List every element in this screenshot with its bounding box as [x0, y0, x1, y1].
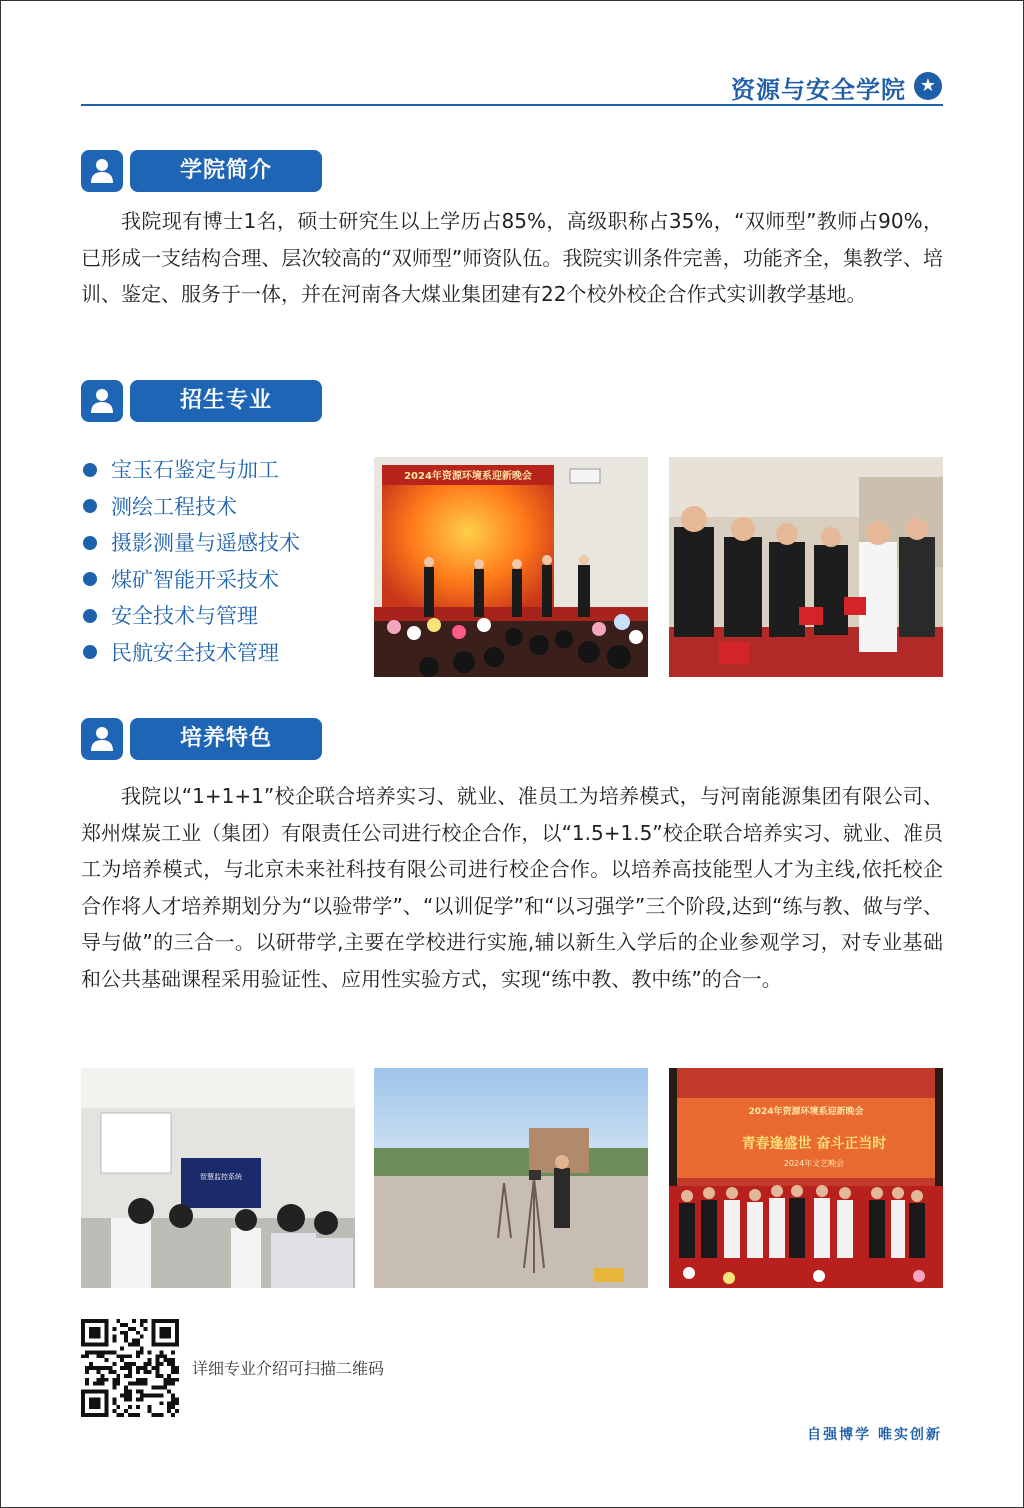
features-paragraph: 我院以“1+1+1”校企联合培养实习、就业、准员工为培养模式，与河南能源集团有限公司、郑州煤炭工业（集团）有限责任公司进行校企合作，以“1.5+1.5”校企联合培养实习、就业、准员工为培养模式，与北京未来社科技有限公司进行校企合作。以培养高技能型人才为主线,依托校企合作将人才培养期划分为“以验带学”、“以训促学”和“以习强学”三个阶段,达到“练与教、做与学、导与做”的三合一。以研带学,主要在学校进行实施,辅以新生入学后的企业参观学习，对专业基础和公共基础课程采用验证性、应用性实验方式，实现“练中教、教中练”的合一。 — [81, 784, 943, 991]
school-motto: 自强博学 唯实创新 — [807, 1427, 942, 1443]
gala-banner-text: 2024年资源环境系迎新晚会 — [404, 471, 532, 482]
photo-certificate-ceremony — [669, 457, 943, 677]
photo-gala-stage — [374, 457, 648, 677]
gala2-banner-text: 2024年资源环境系迎新晚会 — [748, 1107, 864, 1117]
list-item: 宝玉石鉴定与加工 — [81, 452, 300, 489]
photo-surveying-field — [374, 1068, 648, 1288]
person-icon — [81, 718, 123, 760]
section-title-features: 培养特色 — [130, 718, 322, 760]
person-icon — [81, 150, 123, 192]
header-divider — [81, 104, 943, 106]
person-icon — [81, 380, 123, 422]
section-title-majors: 招生专业 — [130, 380, 322, 422]
bullet-icon — [83, 536, 97, 550]
majors-list — [81, 452, 300, 671]
college-title: 资源与安全学院 — [731, 76, 906, 104]
star-icon: ★ — [914, 72, 942, 100]
list-item: 煤矿智能开采技术 — [81, 562, 300, 599]
photo-gala-group — [669, 1068, 943, 1288]
screen-text: 智慧监控系统 — [200, 1173, 242, 1181]
list-item: 摄影测量与遥感技术 — [81, 525, 300, 562]
qr-code[interactable] — [81, 1319, 179, 1417]
list-item: 安全技术与管理 — [81, 598, 300, 635]
section-title-intro: 学院简介 — [130, 150, 322, 192]
intro-paragraph: 我院现有博士1名，硕士研究生以上学历占85%，高级职称占35%，“双师型”教师占90%，已形成一支结构合理、层次较高的“双师型”师资队伍。我院实训条件完善，功能齐全，集教学、培训、鉴定、服务于一体，并在河南各大煤业集团建有22个校外校企合作式实训教学基地。 — [81, 209, 943, 306]
bullet-icon — [83, 499, 97, 513]
bullet-icon — [83, 645, 97, 659]
gala2-sub-text: 2024年文艺晚会 — [783, 1159, 845, 1168]
bullet-icon — [83, 609, 97, 623]
list-item: 民航安全技术管理 — [81, 635, 300, 672]
list-item: 测绘工程技术 — [81, 489, 300, 526]
qr-caption: 详细专业介绍可扫描二维码 — [192, 1359, 385, 1378]
bullet-icon — [83, 463, 97, 477]
photo-classroom — [81, 1068, 355, 1288]
gala2-slogan-text: 青春逢盛世 奋斗正当时 — [741, 1136, 887, 1152]
bullet-icon — [83, 572, 97, 586]
